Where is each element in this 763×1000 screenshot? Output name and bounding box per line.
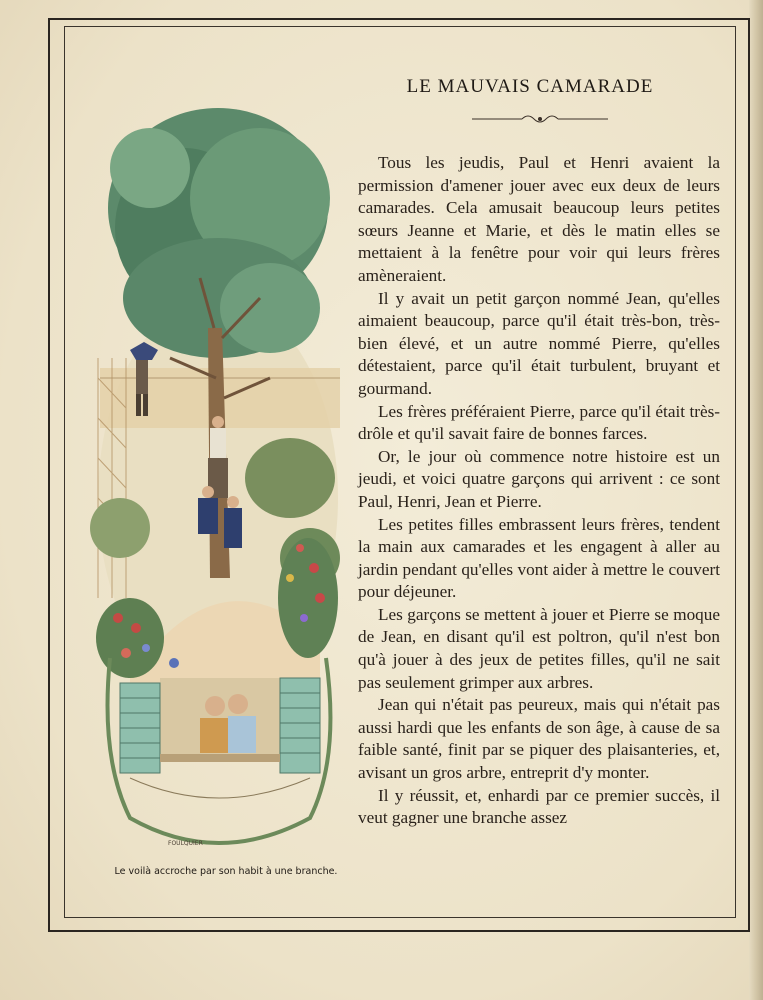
title-ornament <box>470 112 610 126</box>
illustration <box>90 78 346 858</box>
paragraph: Il y réussit, et, enhardi par ce premier succès, il veut gagner une branche assez <box>358 785 720 828</box>
paragraph: Il y avait un petit garçon nommé Jean, qu'elles aimaient beaucoup, parce qu'il était très-bon, très-bien élevé, et un autre nommé Pierre, qu'elles détestaient, parce qu'il était turbulent, bruyant et gourmand. <box>358 288 720 398</box>
chapter-title: LE MAUVAIS CAMARADE <box>406 76 654 97</box>
page-edge <box>749 0 763 1000</box>
paragraph: Or, le jour où commence notre histoire est un jeudi, et voici quatre garçons qui arrivent : ce sont Paul, Henri, Jean et Pierre. <box>358 446 720 511</box>
illustration-caption: Le voilà accroche par son habit à une branche. <box>114 866 338 877</box>
paragraph: Les frères préféraient Pierre, parce qu'il était très-drôle et qu'il savait faire de bonnes farces. <box>358 401 720 444</box>
story-text <box>358 152 720 830</box>
paragraph: Tous les jeudis, Paul et Henri avaient la permission d'amener jouer avec eux deux de leurs camarades. Cela amusait beaucoup leurs petites sœurs Jeanne et Marie, et dès le matin elles se mettaient à la fenêtre pour voir qui leurs frères amèneraient. <box>358 153 720 285</box>
engraver-signature: FOULQUIER <box>168 840 203 847</box>
paragraph: Jean qui n'était pas peureux, mais qui n'était pas aussi hardi que les enfants de son âge, à cause de sa faible santé, finit par se piquer des plaisanteries, et, avisant un gros arbre, entreprit d'y monter. <box>358 695 720 783</box>
paragraph: Les garçons se mettent à jouer et Pierre se moque de Jean, en disant qu'il est poltron, qu'il n'est bon qu'à jouer à des jeux de petites filles, qu'il ne sait pas seulement grimper aux arbres. <box>358 604 720 692</box>
window-scene <box>120 678 320 773</box>
paragraph: Les petites filles embrassent leurs frères, tendent la main aux camarades et les engagent à aller au jardin pendant qu'elles vont aider à mettre le couvert pour déjeuner. <box>358 514 720 602</box>
